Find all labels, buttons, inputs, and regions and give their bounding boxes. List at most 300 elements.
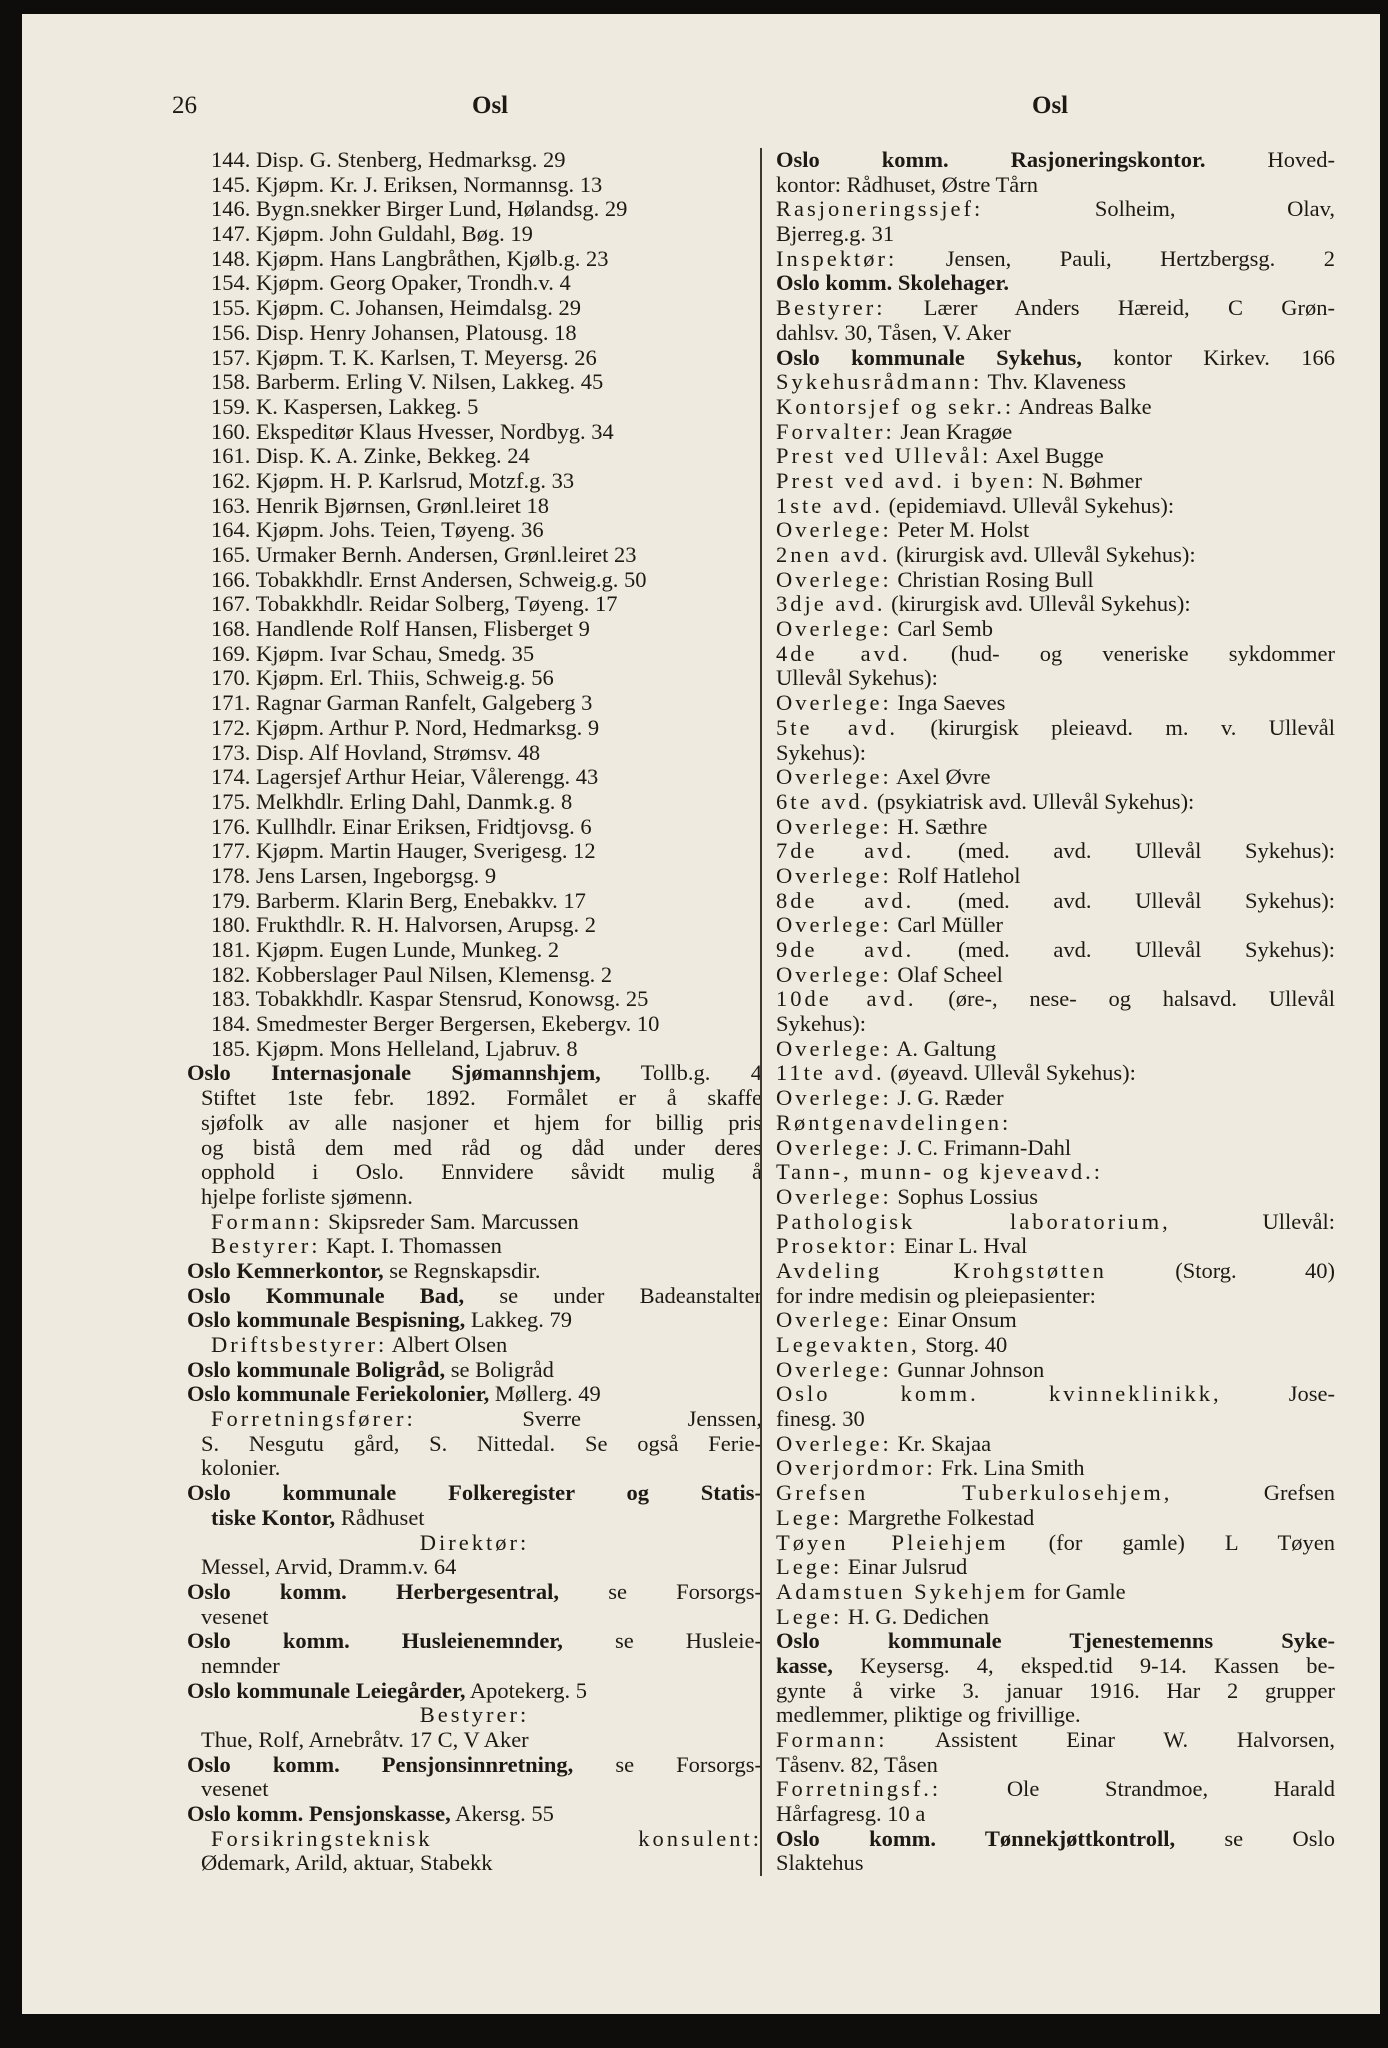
entry-text: 144. Disp. G. Stenberg, Hedmarksg. 29 [211, 147, 566, 172]
directory-line [187, 518, 762, 543]
directory-line [187, 1086, 762, 1111]
role-label: Overlege: [776, 566, 892, 592]
role-label: Overlege: [776, 912, 892, 938]
entry-text: 158. Barberm. Erling V. Nilsen, Lakkeg. 45 [211, 369, 604, 395]
entry-text: 183. Tobakkhdlr. Kaspar Stensrud, Konowsg. 25 [211, 986, 649, 1012]
directory-line [187, 1605, 762, 1630]
entry-text: se Forsorgs- [559, 1578, 762, 1604]
left-column [187, 148, 762, 1876]
role-label: Overlege: [776, 517, 892, 543]
entry-heading: tiske Kontor, [211, 1504, 336, 1530]
entry-text: Sykehus): [776, 1011, 866, 1037]
directory-line [187, 1407, 762, 1432]
entry-text: sjøfolk av alle nasjoner et hjem for billig pris [201, 1109, 762, 1135]
entry-text: Ødemark, Arild, aktuar, Stabekk [201, 1850, 493, 1876]
role-label: Prosektor: [776, 1233, 899, 1259]
directory-line [776, 1136, 1335, 1161]
directory-line [776, 222, 1335, 247]
entry-text: J. C. Frimann-Dahl [891, 1134, 1072, 1160]
directory-line [776, 642, 1335, 667]
entry-text: (hud- og veneriske sykdommer [910, 640, 1335, 666]
entry-text: Jensen, Pauli, Hertzbergsg. 2 [897, 245, 1335, 271]
directory-line [187, 543, 762, 568]
entry-text: Rådhuset [335, 1504, 425, 1530]
entry-text: 182. Kobberslager Paul Nilsen, Klemensg. 2 [211, 961, 613, 987]
role-label: Adamstuen Sykehjem [776, 1578, 1029, 1604]
directory-line [187, 1210, 762, 1235]
directory-line [187, 1160, 762, 1185]
role-label: Avdeling Krohgstøtten [776, 1257, 1107, 1283]
entry-heading: Oslo kommunale Folkeregister og Statis- [187, 1480, 762, 1506]
role-label: 5te avd. [776, 714, 899, 740]
entry-text: 173. Disp. Alf Hovland, Strømsv. 48 [211, 739, 541, 765]
entry-heading: Oslo komm. Pensjonsinnretning, [187, 1751, 574, 1777]
role-label: Overlege: [776, 813, 892, 839]
directory-line [776, 1382, 1335, 1407]
directory-line [776, 1802, 1335, 1827]
directory-line [776, 1777, 1335, 1802]
directory-line [776, 1629, 1335, 1654]
directory-line [187, 666, 762, 691]
entry-text: Kapt. I. Thomassen [320, 1233, 502, 1259]
directory-line [187, 1555, 762, 1580]
directory-line [187, 815, 762, 840]
entry-text: 176. Kullhdlr. Einar Eriksen, Fridtjovsg. 6 [211, 813, 592, 839]
entry-text: 170. Kjøpm. Erl. Thiis, Schweig.g. 56 [211, 665, 554, 691]
role-label: Bestyrer: [776, 295, 886, 321]
entry-text: 160. Ekspeditør Klaus Hvesser, Nordbyg. 34 [211, 418, 614, 444]
role-label: Kontorsjef og sekr.: [776, 393, 1015, 419]
role-label: Prest ved Ullevål: [776, 443, 992, 469]
role-label: Overlege: [776, 1356, 892, 1382]
page-header [22, 92, 1380, 132]
entry-heading: Oslo Kemnerkontor, [187, 1257, 384, 1283]
role-label: 6te avd. [776, 788, 872, 814]
directory-line [776, 1185, 1335, 1210]
entry-text: (kirurgisk avd. Ullevål Sykehus): [890, 542, 1196, 567]
entry-text: Einar Onsum [891, 1307, 1017, 1333]
entry-heading: Oslo Internasjonale Sjømannshjem, [187, 1060, 601, 1086]
directory-line [776, 1012, 1335, 1037]
role-label: 2nen avd. [776, 542, 891, 567]
entry-text: 185. Kjøpm. Mons Helleland, Ljabruv. 8 [211, 1035, 578, 1061]
entry-text: Olaf Scheel [891, 961, 1003, 987]
entry-text: Inga Saeves [891, 690, 1006, 716]
directory-line [776, 1827, 1335, 1852]
directory-line [187, 222, 762, 247]
entry-text: 156. Disp. Henry Johansen, Platousg. 18 [211, 319, 577, 345]
role-label: Direktør: [419, 1529, 530, 1555]
directory-line [187, 1703, 762, 1728]
directory-page [22, 14, 1380, 2014]
entry-text: vesenet [201, 1603, 269, 1629]
role-label: Overlege: [776, 1085, 892, 1111]
directory-line [187, 1259, 762, 1284]
entry-heading: Oslo komm. Tønnekjøttkontroll, [776, 1825, 1176, 1851]
entry-text: 146. Bygn.snekker Birger Lund, Hølandsg. 29 [211, 196, 628, 222]
entry-text: 157. Kjøpm. T. K. Karlsen, T. Meyersg. 26 [211, 344, 597, 370]
entry-text: (med. avd. Ullevål Sykehus): [914, 887, 1335, 913]
entry-text: Rolf Hatlehol [891, 862, 1021, 888]
directory-line [776, 1407, 1335, 1432]
directory-line [776, 1506, 1335, 1531]
role-label: Formann: [211, 1208, 323, 1234]
directory-line [776, 444, 1335, 469]
directory-line [187, 296, 762, 321]
entry-text: (epidemiavd. Ullevål Sykehus): [882, 492, 1175, 518]
entry-heading: Oslo kommunale Bespisning, [187, 1307, 466, 1333]
role-label: 11te avd. [776, 1060, 885, 1086]
entry-heading: Oslo komm. Rasjoneringskontor. [776, 147, 1206, 172]
role-label: 7de avd. [776, 838, 915, 864]
directory-line [187, 1580, 762, 1605]
role-label: Oslo komm. kvinneklinikk, [776, 1381, 1222, 1407]
entry-text: Einar L. Hval [898, 1233, 1028, 1259]
role-label: Forretningsf.: [776, 1776, 942, 1802]
entry-text: Christian Rosing Bull [891, 566, 1094, 592]
entry-text: 169. Kjøpm. Ivar Schau, Smedg. 35 [211, 640, 535, 666]
entry-text: gynte å virke 3. januar 1916. Har 2 grupper [776, 1677, 1335, 1703]
entry-text: Axel Bugge [991, 443, 1104, 469]
role-label: 1ste avd. [776, 492, 883, 518]
role-label: Overlege: [776, 1307, 892, 1333]
directory-line [187, 1136, 762, 1161]
entry-text: Sykehus): [776, 739, 866, 765]
role-label: Overlege: [776, 764, 892, 790]
entry-text: og bistå dem med råd og dåd under deres [201, 1134, 762, 1160]
directory-line [187, 1061, 762, 1086]
directory-line [776, 1851, 1335, 1876]
directory-line [776, 963, 1335, 988]
entry-text: A. Galtung [891, 1035, 997, 1061]
directory-line [187, 370, 762, 395]
role-label: Overlege: [776, 690, 892, 716]
directory-line [187, 617, 762, 642]
directory-line [187, 444, 762, 469]
directory-line [187, 1333, 762, 1358]
entry-text: Møllerg. 49 [489, 1381, 601, 1407]
directory-line [187, 1481, 762, 1506]
directory-line [187, 173, 762, 198]
entry-text: Slaktehus [776, 1850, 864, 1876]
role-label: Bestyrer: [419, 1702, 530, 1728]
directory-line [187, 469, 762, 494]
directory-line [776, 370, 1335, 395]
role-label: Overjordmor: [776, 1455, 936, 1481]
entry-text: Tollb.g. 4 [600, 1060, 762, 1086]
role-label: Lege: [776, 1554, 843, 1580]
role-label: 3dje avd. [776, 591, 886, 617]
entry-text: se Regnskapsdir. [383, 1257, 541, 1283]
directory-line [187, 1012, 762, 1037]
entry-text: Einar Julsrud [842, 1554, 968, 1580]
directory-line [776, 321, 1335, 346]
entry-text: Thv. Klaveness [982, 369, 1126, 395]
entry-text: nemnder [201, 1652, 280, 1678]
entry-text: Messel, Arvid, Dramm.v. 64 [201, 1554, 457, 1580]
entry-heading: kasse, [776, 1652, 833, 1678]
entry-text: Assistent Einar W. Halvorsen, [887, 1727, 1335, 1752]
directory-line [776, 1654, 1335, 1679]
directory-line [776, 987, 1335, 1012]
role-label: Forsikringsteknisk konsulent: [211, 1825, 762, 1851]
role-label: Forretningsfører: [211, 1406, 416, 1432]
entry-text: H. G. Dedichen [842, 1603, 990, 1629]
entry-text: se Forsorgs- [573, 1751, 763, 1777]
role-label: Pathologisk laboratorium, [776, 1208, 1171, 1234]
directory-line [187, 1629, 762, 1654]
entry-text: 181. Kjøpm. Eugen Lunde, Munkeg. 2 [211, 937, 560, 962]
directory-line [776, 1037, 1335, 1062]
directory-line [776, 1481, 1335, 1506]
entry-text: Gunnar Johnson [891, 1356, 1045, 1382]
directory-line [187, 716, 762, 741]
directory-line [187, 864, 762, 889]
entry-text: Storg. 40 [919, 1332, 1008, 1357]
entry-text: se under Badeanstalter [464, 1282, 763, 1308]
directory-line [187, 592, 762, 617]
directory-line [776, 864, 1335, 889]
directory-line [187, 1308, 762, 1333]
entry-text: medlemmer, pliktige og frivillige. [776, 1702, 1081, 1728]
entry-text: 145. Kjøpm. Kr. J. Eriksen, Normannsg. 13 [211, 171, 603, 197]
entry-text: dahlsv. 30, Tåsen, V. Aker [776, 319, 1011, 345]
directory-line [187, 568, 762, 593]
entry-text: 178. Jens Larsen, Ingeborgsg. 9 [211, 862, 497, 888]
entry-text: 159. K. Kaspersen, Lakkeg. 5 [211, 393, 479, 419]
directory-line [187, 1111, 762, 1136]
directory-line [776, 1728, 1335, 1753]
role-label: Sykehusrådmann: [776, 369, 983, 395]
entry-text: Kr. Skajaa [891, 1430, 992, 1456]
role-label: Forvalter: [776, 418, 895, 444]
directory-line [776, 1605, 1335, 1630]
role-label: Legevakten, [776, 1332, 920, 1357]
entry-text: (kirurgisk pleieavd. m. v. Ullevål [898, 714, 1335, 740]
entry-text: 174. Lagersjef Arthur Heiar, Vålerengg. 43 [211, 764, 599, 790]
entry-text: 180. Frukthdlr. R. H. Halvorsen, Arupsg. 2 [211, 912, 596, 938]
entry-text: (psykiatrisk avd. Ullevål Sykehus): [871, 788, 1195, 814]
role-label: Bestyrer: [211, 1233, 321, 1259]
directory-line [187, 790, 762, 815]
entry-text: kolonier. [201, 1455, 281, 1481]
entry-text: (øre-, nese- og halsavd. Ullevål [916, 986, 1335, 1012]
directory-line [776, 1259, 1335, 1284]
role-label: 10de avd. [776, 986, 917, 1012]
directory-line [776, 1333, 1335, 1358]
role-label: Grefsen Tuberkulosehjem, [776, 1480, 1173, 1506]
entry-heading: Oslo Kommunale Bad, [187, 1282, 465, 1308]
directory-line [776, 1531, 1335, 1556]
entry-text: Lakkeg. 79 [465, 1307, 573, 1333]
entry-text: 171. Ragnar Garman Ranfelt, Galgeberg 3 [211, 690, 593, 716]
entry-text: Andreas Balke [1014, 393, 1152, 419]
entry-text: finesg. 30 [776, 1406, 865, 1432]
entry-text: hjelpe forliste sjømenn. [201, 1183, 413, 1209]
entry-text: for Gamle [1028, 1578, 1126, 1604]
entry-text: (Storg. 40) [1106, 1257, 1335, 1283]
entry-text: Frk. Lina Smith [935, 1455, 1085, 1481]
directory-line [776, 1358, 1335, 1383]
directory-line [776, 1679, 1335, 1704]
entry-text: Grefsen [1172, 1480, 1335, 1506]
entry-text: Albert Olsen [387, 1332, 508, 1357]
entry-text: se Oslo [1175, 1825, 1335, 1851]
entry-text: Jose- [1221, 1381, 1336, 1407]
entry-heading: Oslo komm. Husleienemnder, [187, 1628, 563, 1654]
entry-text: Ole Strandmoe, Harald [941, 1776, 1335, 1802]
directory-line [187, 321, 762, 346]
entry-text: Hårfagresg. 10 a [776, 1801, 926, 1827]
directory-line [776, 839, 1335, 864]
entry-text: Tåsenv. 82, Tåsen [776, 1751, 938, 1777]
entry-text: Solheim, Olav, [983, 196, 1335, 222]
entry-text: 164. Kjøpm. Johs. Teien, Tøyeng. 36 [211, 517, 544, 543]
directory-line [776, 271, 1335, 296]
entry-heading: Oslo komm. Skolehager. [776, 270, 1009, 296]
role-label: Overlege: [776, 1035, 892, 1061]
directory-line [776, 296, 1335, 321]
directory-line [187, 395, 762, 420]
entry-text: Ullevål Sykehus): [776, 665, 938, 691]
entry-heading: Oslo kommunale Leiegårder, [187, 1677, 466, 1703]
directory-line [776, 1555, 1335, 1580]
role-label: Driftsbestyrer: [211, 1332, 388, 1357]
directory-line [776, 790, 1335, 815]
entry-text: 163. Henrik Bjørnsen, Grønl.leiret 18 [211, 492, 550, 518]
directory-line [187, 494, 762, 519]
role-label: Rasjoneringssjef: [776, 196, 984, 222]
directory-line [776, 1111, 1335, 1136]
entry-text: (for gamle) L Tøyen [1008, 1529, 1335, 1555]
entry-text: Ullevål: [1170, 1208, 1335, 1234]
entry-heading: Oslo kommunale Tjenestemenns Syke- [776, 1628, 1335, 1654]
entry-text: Peter M. Holst [891, 517, 1030, 543]
role-label: Tann-, munn- og kjeveavd.: [776, 1159, 1103, 1185]
directory-line [187, 1753, 762, 1778]
role-label: Røntgenavdelingen: [776, 1109, 1012, 1135]
directory-line [776, 469, 1335, 494]
entry-text: Bjerreg.g. 31 [776, 221, 895, 247]
entry-text: Sverre Jenssen, [415, 1406, 762, 1432]
role-label: Overlege: [776, 862, 892, 888]
directory-line [776, 1308, 1335, 1333]
directory-line [776, 197, 1335, 222]
directory-line [187, 1679, 762, 1704]
entry-text: 175. Melkhdlr. Erling Dahl, Danmk.g. 8 [211, 788, 573, 814]
directory-line [187, 1531, 762, 1556]
directory-line [776, 666, 1335, 691]
directory-line [187, 642, 762, 667]
directory-line [776, 1456, 1335, 1481]
directory-line [776, 1061, 1335, 1086]
directory-line [187, 765, 762, 790]
entry-text: 162. Kjøpm. H. P. Karlsrud, Motzf.g. 33 [211, 467, 575, 493]
entry-text: 166. Tobakkhdlr. Ernst Andersen, Schweig.g. 50 [211, 566, 647, 592]
directory-line [187, 1728, 762, 1753]
directory-line [776, 1753, 1335, 1778]
entry-text: H. Sæthre [891, 813, 988, 839]
directory-line [187, 1777, 762, 1802]
role-label: 4de avd. [776, 640, 911, 666]
entry-text: for indre medisin og pleiepasienter: [776, 1282, 1096, 1308]
directory-line [776, 395, 1335, 420]
role-label: Overlege: [776, 961, 892, 987]
entry-text: vesenet [201, 1776, 269, 1802]
entry-text: 184. Smedmester Berger Bergersen, Ekebergv. 10 [211, 1011, 660, 1037]
directory-line [187, 271, 762, 296]
directory-line [187, 889, 762, 914]
directory-line [776, 494, 1335, 519]
entry-text: Apotekerg. 5 [465, 1677, 587, 1703]
role-label: Overlege: [776, 1183, 892, 1209]
directory-line [187, 938, 762, 963]
role-label: Lege: [776, 1603, 843, 1629]
directory-line [776, 1284, 1335, 1309]
directory-line [187, 987, 762, 1012]
directory-line [187, 346, 762, 371]
entry-heading: Oslo kommunale Feriekolonier, [187, 1381, 490, 1407]
role-label: Inspektør: [776, 245, 898, 271]
entry-text: Keysersg. 4, eksped.tid 9-14. Kassen be- [832, 1652, 1335, 1678]
entry-text: 155. Kjøpm. C. Johansen, Heimdalsg. 29 [211, 295, 581, 321]
directory-line [776, 1160, 1335, 1185]
directory-line [776, 247, 1335, 272]
directory-line [187, 1358, 762, 1383]
entry-text: kontor Kirkev. 166 [1081, 344, 1335, 370]
directory-line [776, 1086, 1335, 1111]
directory-line [776, 518, 1335, 543]
entry-text: S. Nesgutu gård, S. Nittedal. Se også Ferie- [201, 1430, 762, 1456]
directory-line [187, 691, 762, 716]
directory-line [187, 148, 762, 173]
directory-line [187, 1234, 762, 1259]
entry-text: Stiftet 1ste febr. 1892. Formålet er å skaffe [201, 1085, 762, 1111]
directory-line [187, 1456, 762, 1481]
directory-line [187, 1802, 762, 1827]
entry-heading: Oslo kommunale Boligråd, [187, 1356, 446, 1382]
role-label: Prest ved avd. i byen: [776, 467, 1037, 493]
role-label: Formann: [776, 1727, 888, 1752]
directory-line [776, 913, 1335, 938]
directory-line [776, 765, 1335, 790]
entry-text: Thue, Rolf, Arnebråtv. 17 C, V Aker [201, 1727, 529, 1752]
entry-heading: Oslo kommunale Sykehus, [776, 344, 1082, 370]
directory-line [776, 741, 1335, 766]
directory-line [776, 346, 1335, 371]
role-label: Overlege: [776, 1134, 892, 1160]
entry-text: 167. Tobakkhdlr. Reidar Solberg, Tøyeng. 17 [211, 591, 618, 617]
entry-text: se Husleie- [562, 1628, 762, 1654]
directory-line [776, 543, 1335, 568]
entry-text: 147. Kjøpm. John Guldahl, Bøg. 19 [211, 221, 533, 247]
role-label: Overlege: [776, 616, 892, 642]
entry-text: (kirurgisk avd. Ullevål Sykehus): [885, 591, 1191, 617]
directory-line [776, 1210, 1335, 1235]
role-label: Tøyen Pleiehjem [776, 1529, 1009, 1555]
directory-line [776, 148, 1335, 173]
directory-line [187, 197, 762, 222]
entry-text: Skipsreder Sam. Marcussen [322, 1208, 579, 1234]
directory-line [776, 592, 1335, 617]
entry-text: Akersg. 55 [450, 1801, 554, 1827]
directory-line [187, 839, 762, 864]
directory-line [776, 568, 1335, 593]
directory-line [776, 938, 1335, 963]
entry-text: 154. Kjøpm. Georg Opaker, Trondh.v. 4 [211, 270, 571, 296]
entry-text: Carl Semb [891, 616, 993, 642]
page-number: 26 [172, 92, 197, 119]
